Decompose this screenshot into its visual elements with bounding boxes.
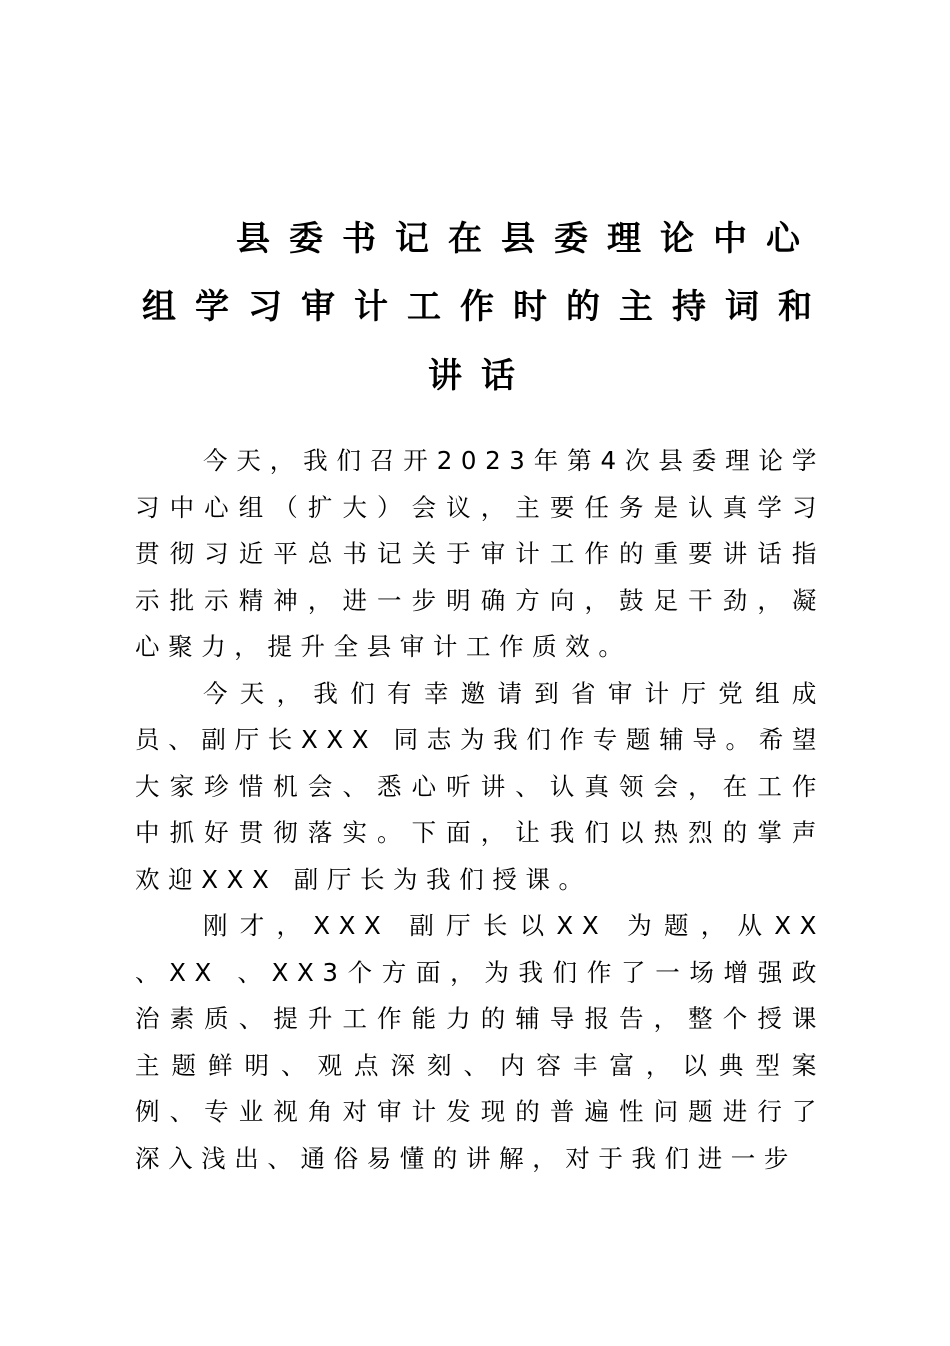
paragraph-3: 刚才，XXX 副厅长以XX 为题，从XX 、XX 、XX3个方面，为我们作了一场增强政治素质、提升工作能力的辅导报告，整个授课主题鲜明、观点深刻、内容丰富，以典型案例、专业视角对审计发现的普遍性问题进行了深入浅出、通俗易懂的讲解，对于我们进一步 bbox=[135, 911, 825, 1173]
title-line-2: 组学习审计工作时的主持词和 bbox=[142, 287, 831, 327]
title-line-3: 讲话 bbox=[428, 356, 534, 396]
paragraph-2: 今天，我们有幸邀请到省审计厅党组成员、副厅长XXX 同志为我们作专题辅导。希望大家珍惜机会、悉心听讲、认真领会，在工作中抓好贯彻落实。下面，让我们以热烈的掌声欢迎XXX 副厅长为我们授课。 bbox=[135, 678, 825, 894]
paragraph-1: 今天，我们召开2023年第4次县委理论学习中心组（扩大）会议，主要任务是认真学习贯彻习近平总书记关于审计工作的重要讲话指示批示精神，进一步明确方向，鼓足干劲，凝心聚力，提升全县审计工作质效。 bbox=[135, 446, 825, 661]
document-body bbox=[135, 438, 825, 1182]
title-line-1: 县委书记在县委理论中心 bbox=[236, 219, 819, 259]
